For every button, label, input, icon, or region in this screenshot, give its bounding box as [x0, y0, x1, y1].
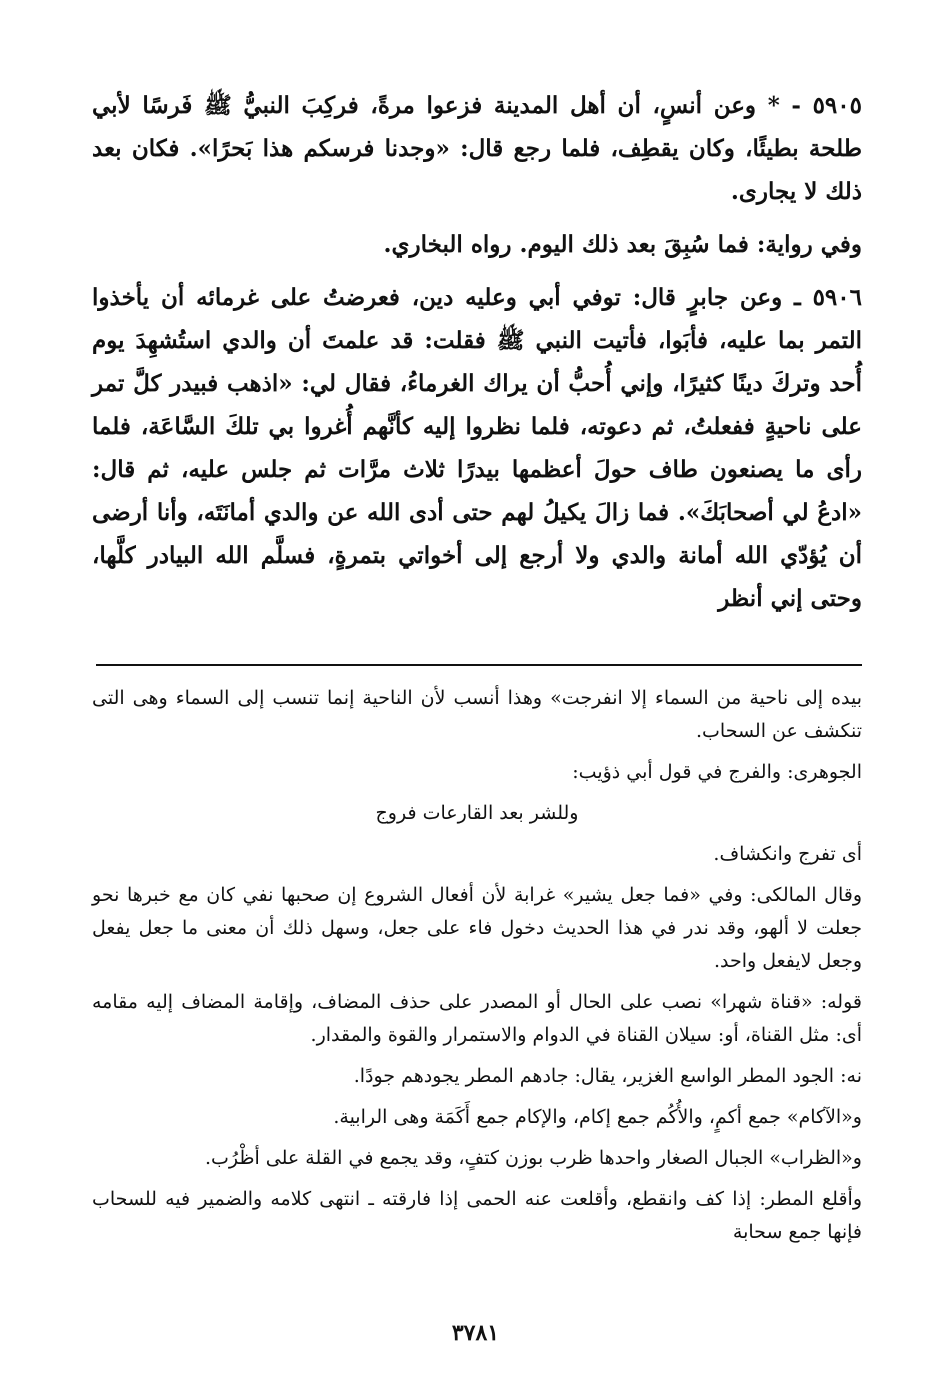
hadith-5906-paragraph: ٥٩٠٦ ـ وعن جابرٍ قال: توفي أبي وعليه دين، فعرضتُ على غرمائه أن يأخذوا التمر بما عليه، فأبَوا، فأتيت النبي ﷺ فقلت: قد علمتَ أن والدي استُشهِدَ يوم أُحد وتركَ دينًا كثيرًا، وإني أُحبُّ أن يراك الغرماءُ، فقال لي: «اذهب فبيدر كلَّ تمر على ناحيةٍ ففعلتُ، ثم دعوته، فلما نظروا إليه كأنَّهم أُغروا بي تلكَ السَّاعَة، فلما رأى ما يصنعون طاف حولَ أعظمها بيدرًا ثلاث مرَّات ثم جلس عليه، ثم قال: «ادعُ لي أصحابَكَ». فما زالَ يكيلُ لهم حتى أدى الله عن والدي أمانَتَه، وأنا أرضى أن يُؤدّي الله أمانة والدي ولا أرجع إلى أخواتي بتمرةٍ، فسلَّم الله البيادر كلَّها، وحتى إني أنظر [92, 284, 862, 612]
footnotes [92, 682, 862, 1257]
hadith-5905-paragraph: ٥٩٠٥ - * وعن أنسٍ، أن أهل المدينة فزعوا مرةً، فركِبَ النبيُّ ﷺ فَرسًا لأبي طلحة بطيئًا، وكان يقطِف، فلما رجع قال: «وجدنا فرسكم هذا بَحرًا». فكان بعد ذلك لا يجارى. [92, 92, 862, 205]
footnote-paragraph: وأقلع المطر: إذا كف وانقطع، وأقلعت عنه الحمى إذا فارقته ـ انتهى كلامه والضمير فيه للسحاب فإنها جمع سحابة [92, 1188, 862, 1243]
main-text [92, 84, 862, 630]
footnote-paragraph: قوله: «قناة شهرا» نصب على الحال أو المصدر على حذف المضاف، وإقامة المضاف إليه مقامه أى: مثل القناة، أو: سيلان القناة في الدوام والاستمرار والقوة والمقدار. [92, 991, 862, 1046]
footnote-verse: وللشر بعد القارعات فروج [375, 802, 579, 824]
footnote-paragraph: أى تفرج وانكشاف. [713, 843, 862, 865]
riwaya-paragraph: وفي رواية: فما سُبِقَ بعد ذلك اليوم. رواه البخاري. [383, 231, 862, 258]
page-number: ٣٧٨١ [451, 1320, 500, 1346]
footnote-paragraph: و«الظراب» الجبال الصغار واحدها ظرب بوزن كتفٍ، وقد يجمع في القلة على أظْرُب. [204, 1147, 862, 1169]
footnote-paragraph: وقال المالكى: وفي «فما جعل يشير» غرابة لأن أفعال الشروع إن صحبها نفي كان مع خبرها نحو جعلت لا ألهو، وقد ندر في هذا الحديث دخول فاء على جعل، وسهل ذلك أن معنى ما جعل يفعل وجعل لايفعل واحد. [92, 884, 862, 972]
footnote-paragraph: بيده إلى ناحية من السماء إلا انفرجت» وهذا أنسب لأن الناحية إنما تنسب إلى السماء وهى التى تنكشف عن السحاب. [92, 687, 862, 742]
footnote-paragraph: نه: الجود المطر الواسع الغزير، يقال: جادهم المطر يجودهم جودًا. [353, 1065, 862, 1087]
footnote-paragraph: الجوهرى: والفرج في قول أبي ذؤيب: [572, 761, 862, 783]
footnote-divider [96, 664, 862, 666]
footnote-paragraph: و«الآكام» جمع أكمٍ، والأُكُم جمع إكام، والإكام جمع أَكَمَة وهى الرابية. [333, 1106, 862, 1128]
